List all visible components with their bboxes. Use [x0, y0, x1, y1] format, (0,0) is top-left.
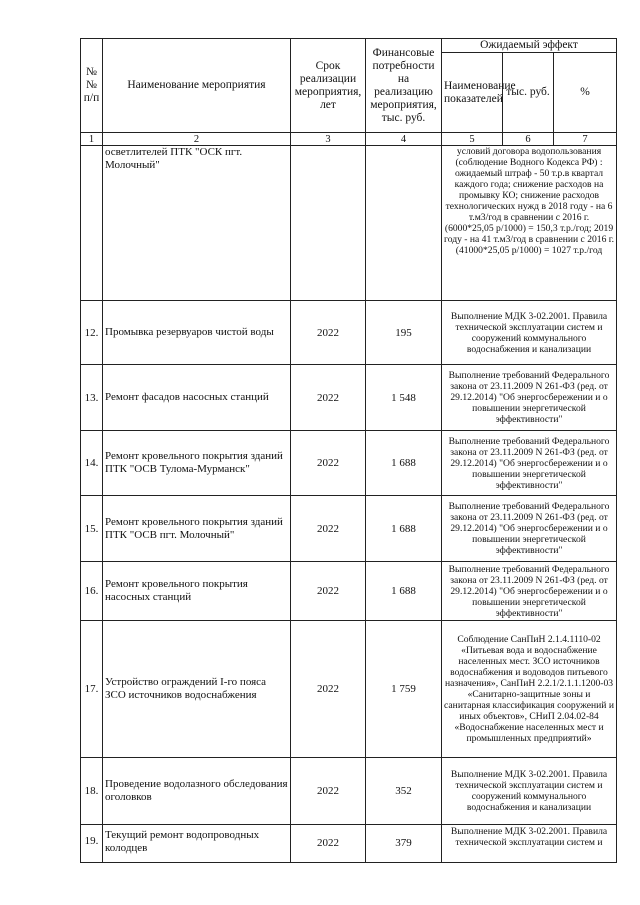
table-row	[81, 431, 617, 496]
measure-cost: 379	[366, 825, 442, 863]
measure-cost: 1 759	[366, 621, 442, 758]
column-number: 6	[503, 133, 554, 146]
column-number: 2	[103, 133, 291, 146]
expected-effect: Выполнение требований Федерального закона от 23.11.2009 N 261-ФЗ (ред. от 29.12.2014) "Об энергосбережении и о повышении энергетической эффективности"	[442, 365, 617, 431]
row-number: 18.	[81, 758, 103, 825]
table-row	[81, 562, 617, 621]
header-cost: Финансовые потребности на реализацию мероприятия, тыс. руб.	[366, 39, 442, 133]
measure-cost: 1 688	[366, 562, 442, 621]
measure-name: Проведение водолазного обследования оголовков	[103, 758, 291, 825]
column-number: 7	[554, 133, 617, 146]
column-number: 4	[366, 133, 442, 146]
row-number: 14.	[81, 431, 103, 496]
expected-effect: Выполнение МДК 3-02.2001. Правила технической эксплуатации систем и сооружений коммунального водоснабжения и канализации	[442, 758, 617, 825]
measure-name: Текущий ремонт водопроводных колодцев	[103, 825, 291, 863]
measure-term: 2022	[291, 825, 366, 863]
row-number: 12.	[81, 301, 103, 365]
row-number: 19.	[81, 825, 103, 863]
measure-cost: 352	[366, 758, 442, 825]
table-row	[81, 825, 617, 863]
measure-name: Устройство ограждений I-го пояса ЗСО источников водоснабжения	[103, 621, 291, 758]
measure-term: 2022	[291, 562, 366, 621]
measure-term: 2022	[291, 496, 366, 562]
expected-effect: Соблюдение СанПиН 2.1.4.1110-02 «Питьевая вода и водоснабжение населенных мест. ЗСО источников водоснабжения и водоводов питьевого назначения», СанПиН 2.2.1/2.1.1.1200-03 «Санитарно-защитные зоны и санитарная классификация сооружений и иных объектов», СНиП 2.04.02-84 «Водоснабжение населенных мест и промышленных предприятий»	[442, 621, 617, 758]
measure-cost: 195	[366, 301, 442, 365]
expected-effect: Выполнение МДК 3-02.2001. Правила технической эксплуатации систем и сооружений коммунального водоснабжения и канализации	[442, 301, 617, 365]
table-row	[81, 365, 617, 431]
row-number: 15.	[81, 496, 103, 562]
measure-name: Ремонт фасадов насосных станций	[103, 365, 291, 431]
measures-table	[80, 38, 617, 863]
table-row	[81, 496, 617, 562]
measure-cost: 1 688	[366, 431, 442, 496]
header-percent: %	[554, 53, 617, 133]
header-number: №№ п/п	[81, 39, 103, 133]
measure-term: 2022	[291, 431, 366, 496]
header-measure-name: Наименование мероприятия	[103, 39, 291, 133]
row-number: 17.	[81, 621, 103, 758]
table-row	[81, 301, 617, 365]
measure-cost: 1 688	[366, 496, 442, 562]
measure-term: 2022	[291, 758, 366, 825]
expected-effect: Выполнение МДК 3-02.2001. Правила технической эксплуатации систем и	[442, 825, 617, 863]
measure-name: Промывка резервуаров чистой воды	[103, 301, 291, 365]
measure-term: 2022	[291, 301, 366, 365]
measure-name: Ремонт кровельного покрытия насосных станций	[103, 562, 291, 621]
expected-effect: условий договора водопользования (соблюдение Водного Кодекса РФ) : ожидаемый штраф - 50 т.р.в квартал каждого года; снижение расходов на промывку КО; снижение расходов технологических нужд в 2018 году - на 6 т.м3/год в сравнении с 2016 г. (6000*25,05 р/1000) = 150,3 т.р./год; 2019 году - на 41 т.м3/год в сравнении с 2016 г. (41000*25,05 р/1000) = 1027 т.р./год	[442, 146, 617, 301]
header-expected-effect: Ожидаемый эффект	[442, 39, 617, 53]
column-number: 1	[81, 133, 103, 146]
table-row	[81, 758, 617, 825]
expected-effect: Выполнение требований Федерального закона от 23.11.2009 N 261-ФЗ (ред. от 29.12.2014) "Об энергосбережении и о повышении энергетической эффективности"	[442, 562, 617, 621]
measure-term: 2022	[291, 365, 366, 431]
measure-name: Ремонт кровельного покрытия зданий ПТК "ОСВ Тулома-Мурманск"	[103, 431, 291, 496]
table-row-continuation	[81, 146, 617, 301]
measure-name: осветлителей ПТК "ОСК пгт. Молочный"	[103, 146, 291, 301]
row-number: 16.	[81, 562, 103, 621]
column-number-row	[81, 133, 617, 146]
row-number: 13.	[81, 365, 103, 431]
header-term: Срок реализации мероприятия, лет	[291, 39, 366, 133]
measure-name: Ремонт кровельного покрытия зданий ПТК "ОСВ пгт. Молочный"	[103, 496, 291, 562]
column-number: 5	[442, 133, 503, 146]
column-number: 3	[291, 133, 366, 146]
measure-cost: 1 548	[366, 365, 442, 431]
expected-effect: Выполнение требований Федерального закона от 23.11.2009 N 261-ФЗ (ред. от 29.12.2014) "Об энергосбережении и о повышении энергетической эффективности"	[442, 431, 617, 496]
header-rub: тыс. руб.	[503, 53, 554, 133]
header-indicator: Наименование показателей	[442, 53, 503, 133]
table-row	[81, 621, 617, 758]
measure-term: 2022	[291, 621, 366, 758]
expected-effect: Выполнение требований Федерального закона от 23.11.2009 N 261-ФЗ (ред. от 29.12.2014) "Об энергосбережении и о повышении энергетической эффективности"	[442, 496, 617, 562]
